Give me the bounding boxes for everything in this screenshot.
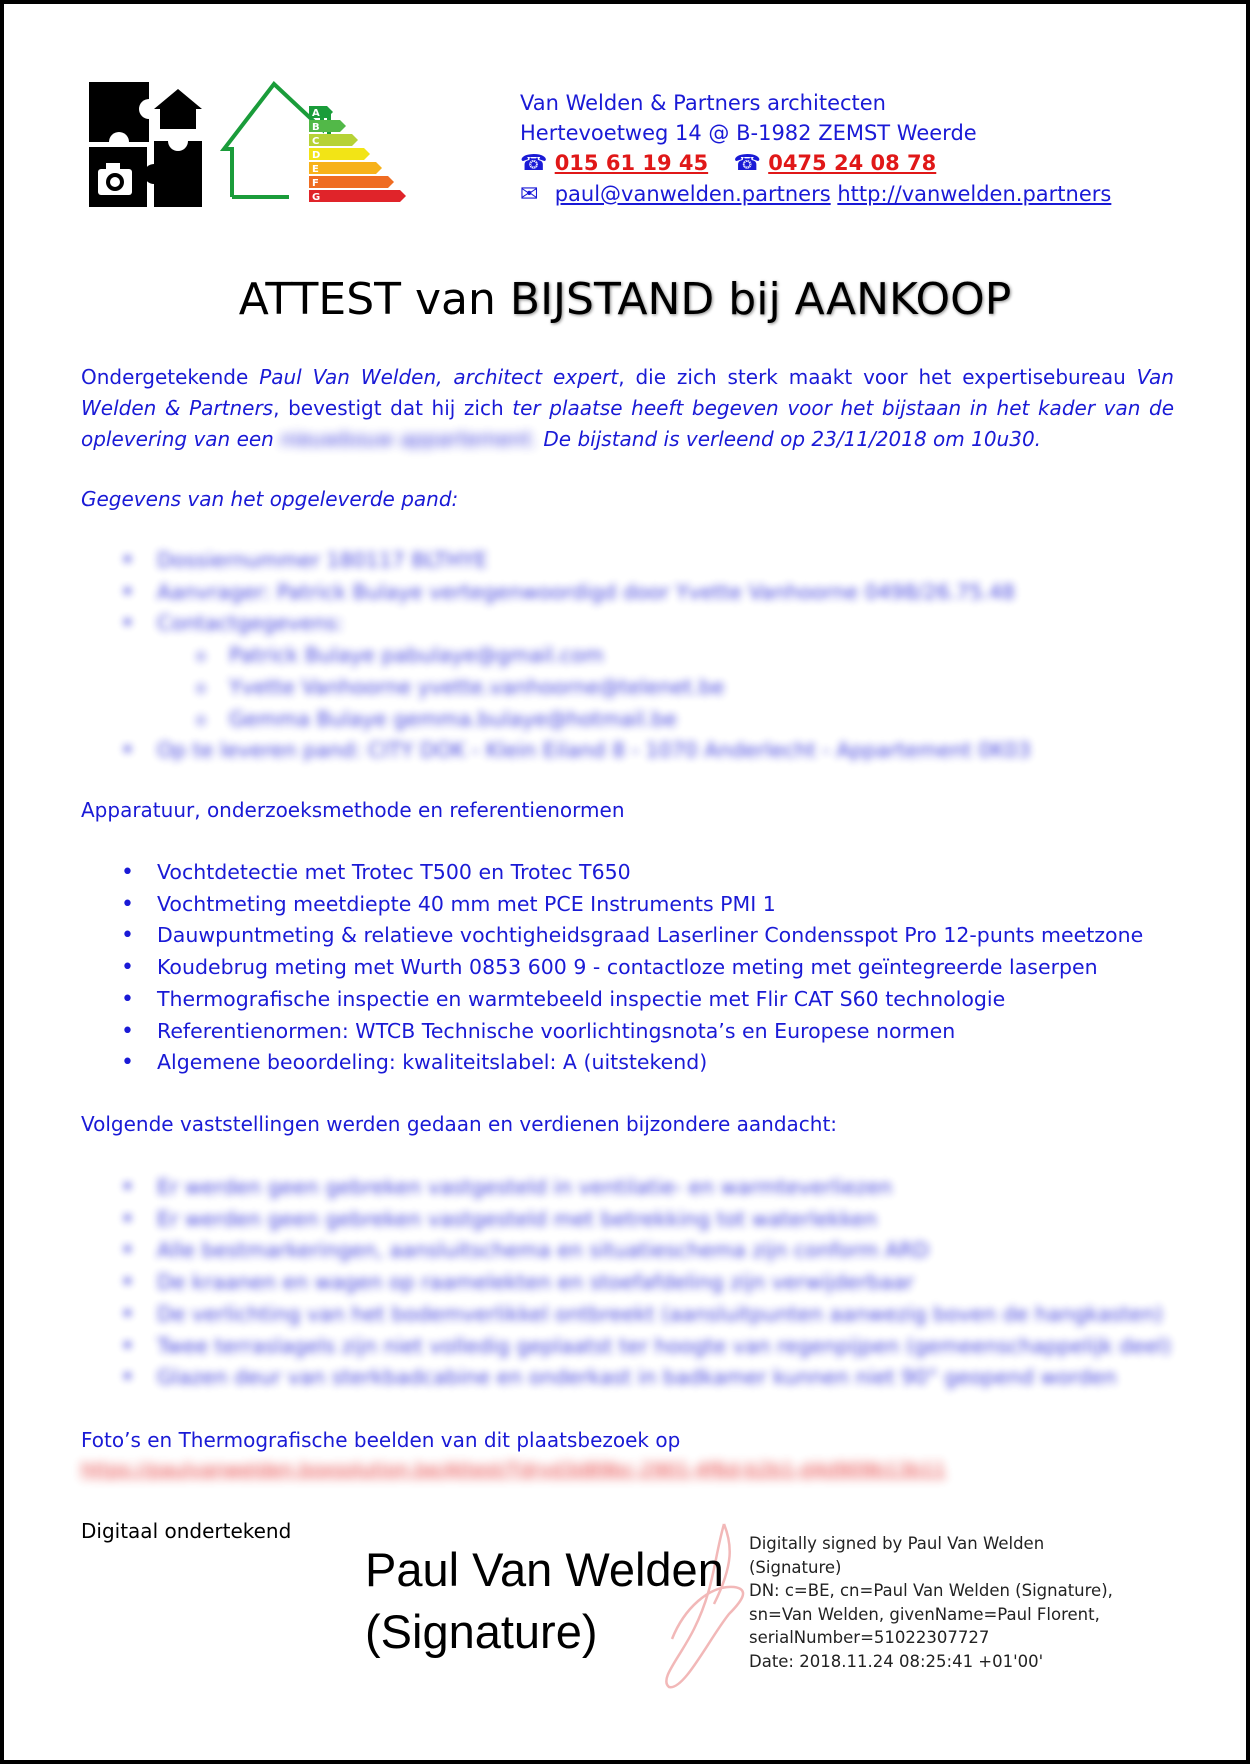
company-logo xyxy=(84,79,419,214)
list-item: • Op te leveren pand: CITY DOK - Klein Eiland 8 - 1070 Anderlecht - Appartement 0K03 xyxy=(114,735,1031,767)
signature-detail-line: sn=Van Welden, givenName=Paul Florent, xyxy=(749,1604,1100,1624)
signature-details xyxy=(749,1532,1113,1673)
section-heading-property: Gegevens van het opgeleverde pand: xyxy=(81,487,459,511)
photos-link[interactable]: https://paulvanwelden.boxsolution.be/Attest/Tdrvd3d89bc-2901-4f6d-b2b1-d4d909b13b11 xyxy=(81,1459,946,1481)
signature-detail-line: serialNumber=51022307727 xyxy=(749,1628,990,1647)
signature-detail-line: Digitally signed by Paul Van Welden xyxy=(749,1534,1045,1553)
list-subitem: o Patrick Bulaye pabulaye@gmail.com xyxy=(114,640,1031,672)
signature-name xyxy=(365,1539,724,1663)
svg-text:A: A xyxy=(312,108,320,119)
envelope-icon: ✉ xyxy=(520,182,539,207)
list-item: • Dossiernummer 180117 BLTHYE xyxy=(114,545,1031,577)
puzzle-house-energy-logo xyxy=(84,79,419,214)
title-part-1: ATTEST van xyxy=(238,274,496,325)
company-name: Van Welden & Partners architecten xyxy=(520,91,886,115)
phone-link-1[interactable]: 015 61 19 45 xyxy=(554,151,709,175)
list-item: • Algemene beoordeling: kwaliteitslabel: A (uitstekend) xyxy=(114,1047,1143,1079)
list-item: • Thermografische inspectie en warmtebeeld inspectie met Flir CAT S60 technologie xyxy=(114,984,1143,1016)
intro-text: , die zich sterk maakt voor het expertisebureau xyxy=(618,365,1137,389)
company-info xyxy=(520,88,1111,210)
section-heading-findings: Volgende vaststellingen werden gedaan en verdienen bijzondere aandacht: xyxy=(81,1112,838,1136)
intro-company: Van Welden & Partners xyxy=(81,365,1174,420)
title-part-2: BIJSTAND bij AANKOOP xyxy=(509,274,1012,325)
signature-name-line-2: (Signature) xyxy=(365,1605,598,1658)
list-subitem: o Gemma Bulaye gemma.bulaye@hotmail.be xyxy=(114,704,1031,736)
list-subitem: o Yvette Vanhoorne yvette.vanhoorne@telenet.be xyxy=(114,672,1031,704)
list-item: • Er werden geen gebreken vastgesteld in ventilatie- en warmteverliezen xyxy=(114,1172,1171,1204)
svg-text:C: C xyxy=(312,136,320,147)
equipment-list xyxy=(114,857,1143,1079)
findings-list xyxy=(114,1172,1171,1394)
signature-detail-line: Date: 2018.11.24 08:25:41 +01'00' xyxy=(749,1651,1044,1671)
svg-text:F: F xyxy=(312,178,319,189)
list-item: • Glazen deur van sterkbadcabine en onderkast in badkamer kunnen niet 90° geopend worden xyxy=(114,1362,1171,1394)
intro-text: , bevestigt dat hij zich xyxy=(273,396,513,420)
intro-text: Ondergetekende xyxy=(81,365,260,389)
svg-text:B: B xyxy=(312,122,320,133)
email-link[interactable]: paul@vanwelden.partners xyxy=(554,182,831,206)
list-item: • Er werden geen gebreken vastgesteld met betrekking tot waterlekken xyxy=(114,1204,1171,1236)
company-address: Hertevoetweg 14 @ B-1982 ZEMST Weerde xyxy=(520,121,977,145)
list-item: • De verlichting van het bodemverlikkel ontbreekt (aansluitpunten aanwezig boven de hangkasten) xyxy=(114,1299,1171,1331)
intro-paragraph xyxy=(81,362,1174,455)
list-item: • Twee terraslagels zijn niet volledig geplaatst ter hoogte van regenpijpen (gemeenschappelijk deel) xyxy=(114,1331,1171,1363)
signature-detail-line: DN: c=BE, cn=Paul Van Welden (Signature), xyxy=(749,1581,1113,1600)
svg-text:E: E xyxy=(312,164,319,175)
list-item: • Alle bestmarkeringen, aansluitschema en situatieschema zijn conform ARD xyxy=(114,1235,1171,1267)
list-item: • Vochtdetectie met Trotec T500 en Trotec T650 xyxy=(114,857,1143,889)
photos-label: Foto’s en Thermografische beelden van dit plaatsbezoek op xyxy=(81,1428,681,1452)
list-item: • Vochtmeting meetdiepte 40 mm met PCE Instruments PMI 1 xyxy=(114,889,1143,921)
list-item: • Referentienormen: WTCB Technische voorlichtingsnota’s en Europese normen xyxy=(114,1016,1143,1048)
intro-date: De bijstand is verleend op 23/11/2018 om 10u30. xyxy=(537,427,1042,451)
list-item: • Dauwpuntmeting & relatieve vochtigheidsgraad Laserliner Condensspot Pro 12-punts meetzone xyxy=(114,920,1143,952)
property-details-list xyxy=(114,545,1031,767)
phone-row xyxy=(520,148,1111,179)
svg-text:G: G xyxy=(312,192,321,203)
signature-detail-line: (Signature) xyxy=(749,1557,842,1577)
website-link[interactable]: http://vanwelden.partners xyxy=(837,182,1112,206)
list-item: • Koudebrug meting met Wurth 0853 600 9 - contactloze meting met geïntegreerde laserpen xyxy=(114,952,1143,984)
contact-row xyxy=(520,179,1111,210)
list-item: • Aanvrager: Patrick Bulaye vertegenwoordigd door Yvette Vanhoorne 0498/26.75.48 xyxy=(114,577,1031,609)
telephone-icon: ☎ xyxy=(520,151,548,176)
intro-redacted: nieuwbouw appartement. xyxy=(280,427,538,451)
intro-purpose: ter plaatse heeft begeven voor het bijstaan in het kader van de oplevering van een xyxy=(81,396,1175,451)
list-item: • Contactgegevens: xyxy=(114,608,1031,640)
intro-name: Paul Van Welden, architect expert xyxy=(259,365,619,389)
telephone-icon: ☎ xyxy=(733,151,761,176)
digitally-signed-label: Digitaal ondertekend xyxy=(81,1519,292,1543)
signature-name-line-1: Paul Van Welden xyxy=(365,1543,724,1596)
list-item: • De kraanen en wagen op raamelekten en stoefafdeling zijn verwijderbaar xyxy=(114,1267,1171,1299)
phone-link-2[interactable]: 0475 24 08 78 xyxy=(768,151,937,175)
document-title xyxy=(4,274,1246,325)
section-heading-equipment: Apparatuur, onderzoeksmethode en referentienormen xyxy=(81,798,625,822)
svg-text:D: D xyxy=(312,150,321,161)
